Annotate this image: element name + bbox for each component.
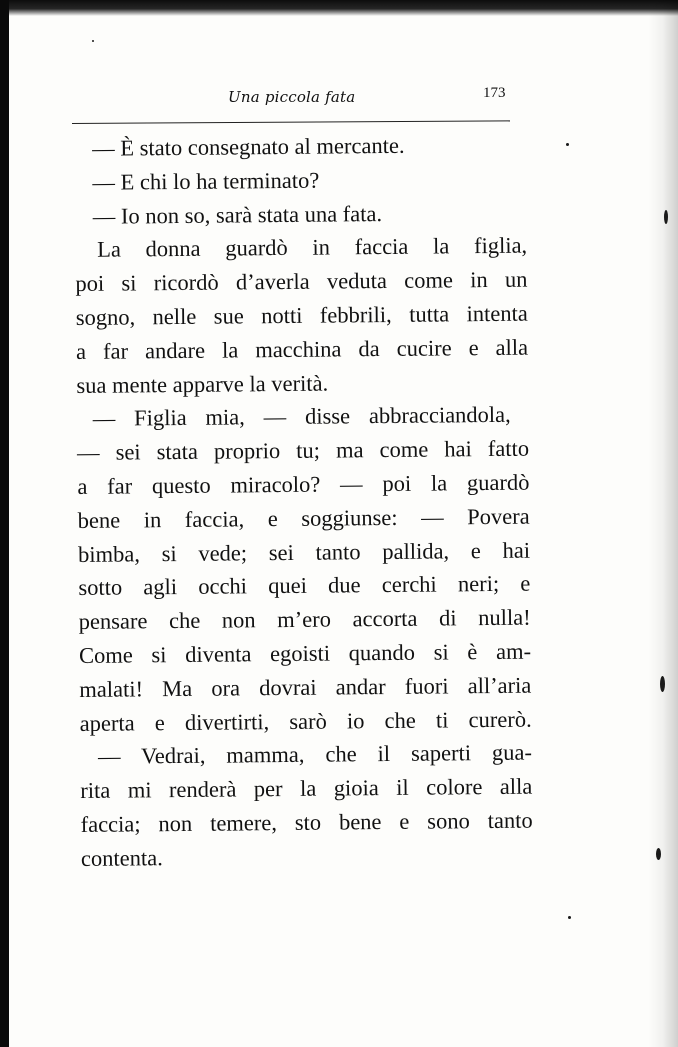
scan-speck xyxy=(568,916,571,919)
text-line: sotto agli occhi quei due cerchi neri; e xyxy=(78,571,531,601)
text-line: rita mi renderà per la gioia il colore alla xyxy=(80,773,533,804)
scan-edge-right xyxy=(648,0,678,1047)
text-line: malati! Ma ora dovrai andar fuori all’aria xyxy=(79,672,532,702)
scan-edge-left xyxy=(0,0,9,1047)
running-header xyxy=(72,82,512,122)
scan-speck xyxy=(664,210,668,224)
text-line: — sei stata proprio tu; ma come hai fatto xyxy=(76,435,530,466)
scan-speck xyxy=(566,143,569,146)
header-rule xyxy=(72,120,510,124)
scan-edge-top xyxy=(0,0,678,16)
text-line: — Vedrai, mamma, che il saperti gua- xyxy=(97,739,533,770)
text-line: contenta. xyxy=(80,844,163,871)
scan-speck xyxy=(660,676,665,692)
scan-speck xyxy=(92,40,94,42)
page-number: 173 xyxy=(483,85,506,101)
text-line: a far questo miracolo? — poi la guardò xyxy=(77,469,530,499)
scan-speck xyxy=(656,848,661,860)
text-line: a far andare la macchina da cucire e alla xyxy=(75,334,529,364)
text-line: aperta e divertirti, sarò io che ti curerò. xyxy=(79,706,532,736)
body-text xyxy=(74,128,533,876)
text-line: bimba, si vede; sei tanto pallida, e hai xyxy=(77,537,531,567)
text-line: poi si ricordò d’averla veduta come in un xyxy=(75,266,528,297)
text-line: — E chi lo ha terminato? xyxy=(92,167,320,195)
text-line: faccia; non temere, sto bene e sono tanto xyxy=(80,807,533,837)
text-line: bene in faccia, e soggiunse: — Povera xyxy=(77,503,530,533)
text-line: La donna guardò in faccia la figlia, xyxy=(97,233,528,263)
text-line: pensare che non m’ero accorta di nulla! xyxy=(78,604,531,635)
text-line: sua mente apparve la verità. xyxy=(76,370,329,398)
text-line: sogno, nelle sue notti febbrili, tutta intenta xyxy=(75,300,528,330)
text-line: — Figlia mia, — disse abbracciandola, xyxy=(92,402,511,432)
running-title: Una piccola fata xyxy=(228,88,356,106)
text-line: Come si diventa egoisti quando si è am- xyxy=(78,638,532,668)
text-line: — Io non so, sarà stata una fata. xyxy=(92,200,383,229)
text-line: — È stato consegnato al mercante. xyxy=(92,132,405,161)
